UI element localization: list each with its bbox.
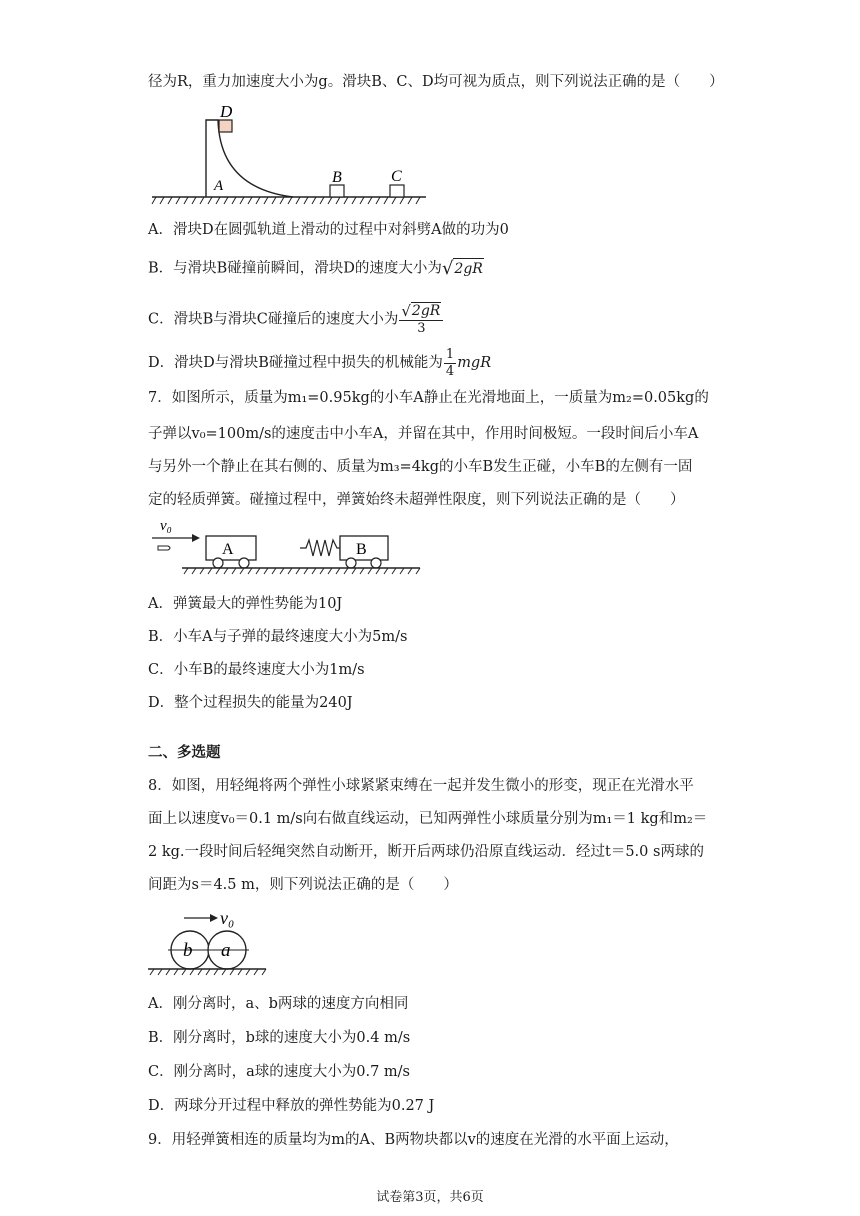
q8-option-b: B．刚分离时，b球的速度大小为0.4 m/s [148,1030,411,1046]
label-v0-q8: v₀ [220,908,235,928]
block-b [330,185,344,197]
q7-figure [148,516,428,580]
block-c [390,185,404,197]
q7-line-4: 定的轻质弹簧。碰撞过程中，弹簧始终未超弹性限度，则下列说法正确的是（ ） [148,492,685,508]
label-ball-a: a [221,940,231,961]
q6-option-d: D．滑块D与滑块B碰撞过程中损失的机械能为 $\frac{1}{4}$ mgR [148,347,492,379]
block-d [219,120,232,132]
section-heading: 二、多选题 [148,744,221,761]
label-v0: v₀ [160,518,172,534]
q7-line-3: 与另外一个静止在其右侧的、质量为m₃=4kg的小车B发生正碰，小车B的左侧有一固 [148,459,693,475]
q7-line-1: 7．如图所示，质量为m₁=0.95kg的小车A静止在光滑地面上，一质量为m₂=0.05kg的 [148,390,709,406]
q8-line-3: 2 kg.一段时间后轻绳突然自动断开，断开后两球仍沿原直线运动．经过t＝5.0 s两球的 [148,844,704,860]
q8-line-2: 面上以速度v₀＝0.1 m/s向右做直线运动，已知两弹性小球质量分别为m₁＝1 kg和m₂＝ [148,811,708,827]
page-footer: 试卷第3页，共6页 [376,1190,484,1205]
label-car-b: B [356,541,367,558]
label-a: A [214,178,224,194]
q8-option-a: A．刚分离时，a、b两球的速度方向相同 [148,996,409,1012]
q8-option-c: C．刚分离时，a球的速度大小为0.7 m/s [148,1064,410,1080]
q7-option-d: D．整个过程损失的能量为240J [148,695,353,711]
q8-figure [148,902,278,982]
q8-line-1: 8．如图，用轻绳将两个弹性小球紧紧束缚在一起并发生微小的形变，现正在光滑水平 [148,778,694,794]
bullet [158,546,170,550]
q6-intro: 径为R，重力加速度大小为g。滑块B、C、D均可视为质点，则下列说法正确的是（ ） [148,74,724,90]
q6-option-a: A．滑块D在圆弧轨道上滑动的过程中对斜劈A做的功为0 [148,222,509,238]
label-ball-b: b [183,940,193,961]
label-b: B [332,169,342,186]
label-c: C [391,168,402,185]
q7-option-c: C．小车B的最终速度大小为1m/s [148,662,365,678]
q7-option-b: B．小车A与子弹的最终速度大小为5m/s [148,629,408,645]
q6-option-c: C．滑块B与滑块C碰撞后的速度大小为 $\frac{√2gR}{3}$ [148,302,444,337]
q6-option-b: B．与滑块B碰撞前瞬间，滑块D的速度大小为√2gR [148,257,483,279]
label-d: D [220,102,233,121]
q7-line-2: 子弹以v₀=100m/s的速度击中小车A，并留在其中，作用时间极短。一段时间后小车A [148,426,699,442]
q6-figure [148,98,438,208]
spring [300,540,340,556]
q9-line-1: 9．用轻弹簧相连的质量均为m的A、B两物块都以v的速度在光滑的水平面上运动， [148,1132,679,1148]
label-car-a: A [222,541,234,558]
q7-option-a: A．弹簧最大的弹性势能为10J [148,596,343,612]
q8-option-d: D．两球分开过程中释放的弹性势能为0.27 J [148,1098,435,1114]
q8-line-4: 间距为s＝4.5 m，则下列说法正确的是（ ） [148,877,458,893]
